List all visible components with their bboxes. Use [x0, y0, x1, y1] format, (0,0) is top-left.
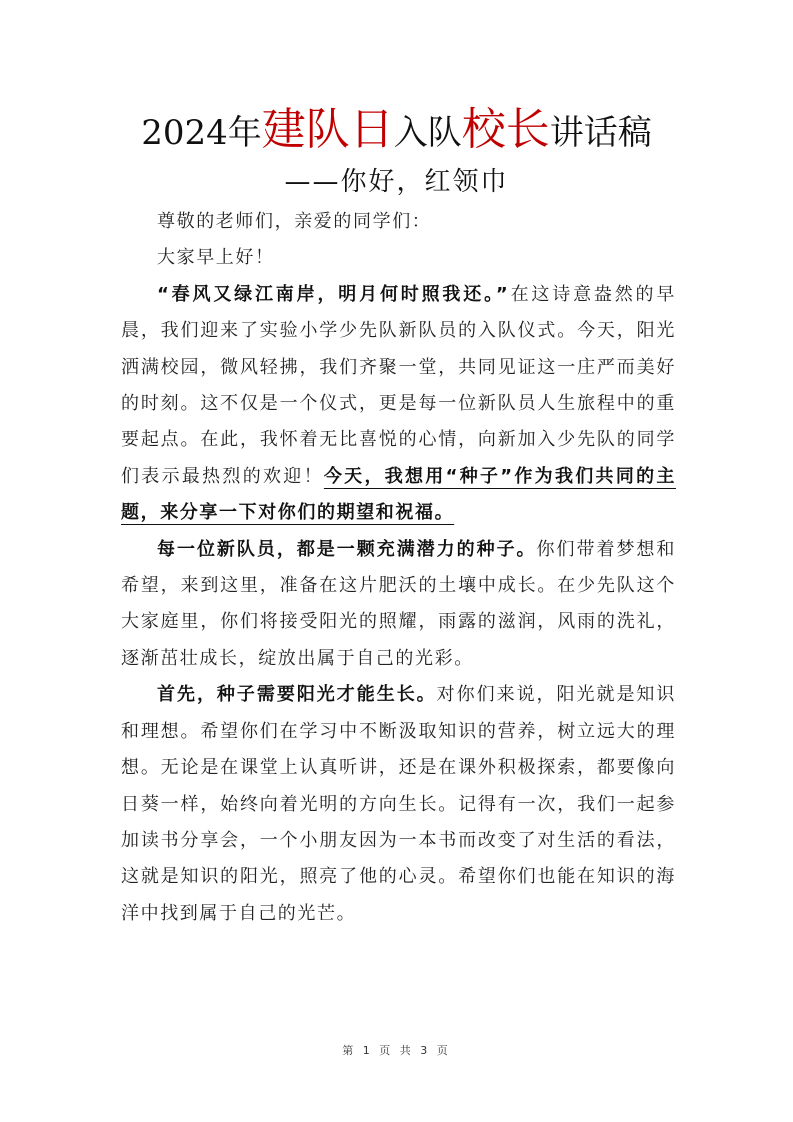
- paragraph-intro-text: 在这诗意盎然的早晨，我们迎来了实验小学少先队新队员的入队仪式。今天，阳光洒满校园，微风轻拂，我们齐聚一堂，共同见证这一庄严而美好的时刻。这不仅是一个仪式，更是每一位新队员人生旅程中的重要起点。在此，我怀着无比喜悦的心情，向新加入少先队的同学们表示最热烈的欢迎！: [121, 283, 676, 487]
- title-prefix: 2024年: [141, 113, 262, 153]
- document-title: [0, 104, 793, 159]
- paragraph-seed-lead: 每一位新队员，都是一颗充满潜力的种子。: [157, 538, 537, 560]
- page-number-footer: 第 1 页 共 3 页: [342, 1044, 451, 1057]
- theme-statement: 今天，我想用“种子”作为我们共同的主题，来分享一下对你们的期望和祝福。: [121, 465, 677, 524]
- poem-quote: “春风又绿江南岸，明月何时照我还。”: [157, 283, 510, 305]
- document-body: [121, 204, 676, 932]
- title-middle: 入队: [393, 113, 462, 153]
- salutation: 尊敬的老师们，亲爱的同学们：: [157, 211, 432, 232]
- title-suffix: 讲话稿: [549, 113, 652, 153]
- paragraph-sunlight: [121, 677, 676, 932]
- greeting: 大家早上好！: [157, 247, 275, 269]
- document-subtitle: ——你好，红领巾: [284, 167, 509, 197]
- paragraph-seed-text: 你们带着梦想和希望，来到这里，准备在这片肥沃的土壤中成长。在少先队这个大家庭里，你们将接受阳光的照耀，雨露的滋润，风雨的洗礼，逐渐茁壮成长，绽放出属于自己的光彩。: [121, 538, 677, 669]
- paragraph-sunlight-lead: 首先，种子需要阳光才能生长。: [157, 684, 437, 706]
- title-highlight-jiandui: 建队日: [261, 104, 394, 155]
- paragraph-seed: [121, 532, 676, 678]
- paragraph-intro: [121, 277, 676, 532]
- paragraph-sunlight-text: 对你们来说，阳光就是知识和理想。希望你们在学习中不断汲取知识的营养，树立远大的理想。无论是在课堂上认真听讲，还是在课外积极探索，都要像向日葵一样，始终向着光明的方向生长。记得有一次，我们一起参加读书分享会，一个小朋友因为一本书而改变了对生活的看法，这就是知识的阳光，照亮了他的心灵。希望你们也能在知识的海洋中找到属于自己的光芒。: [121, 684, 677, 924]
- title-highlight-xiaozhang: 校长: [461, 104, 550, 155]
